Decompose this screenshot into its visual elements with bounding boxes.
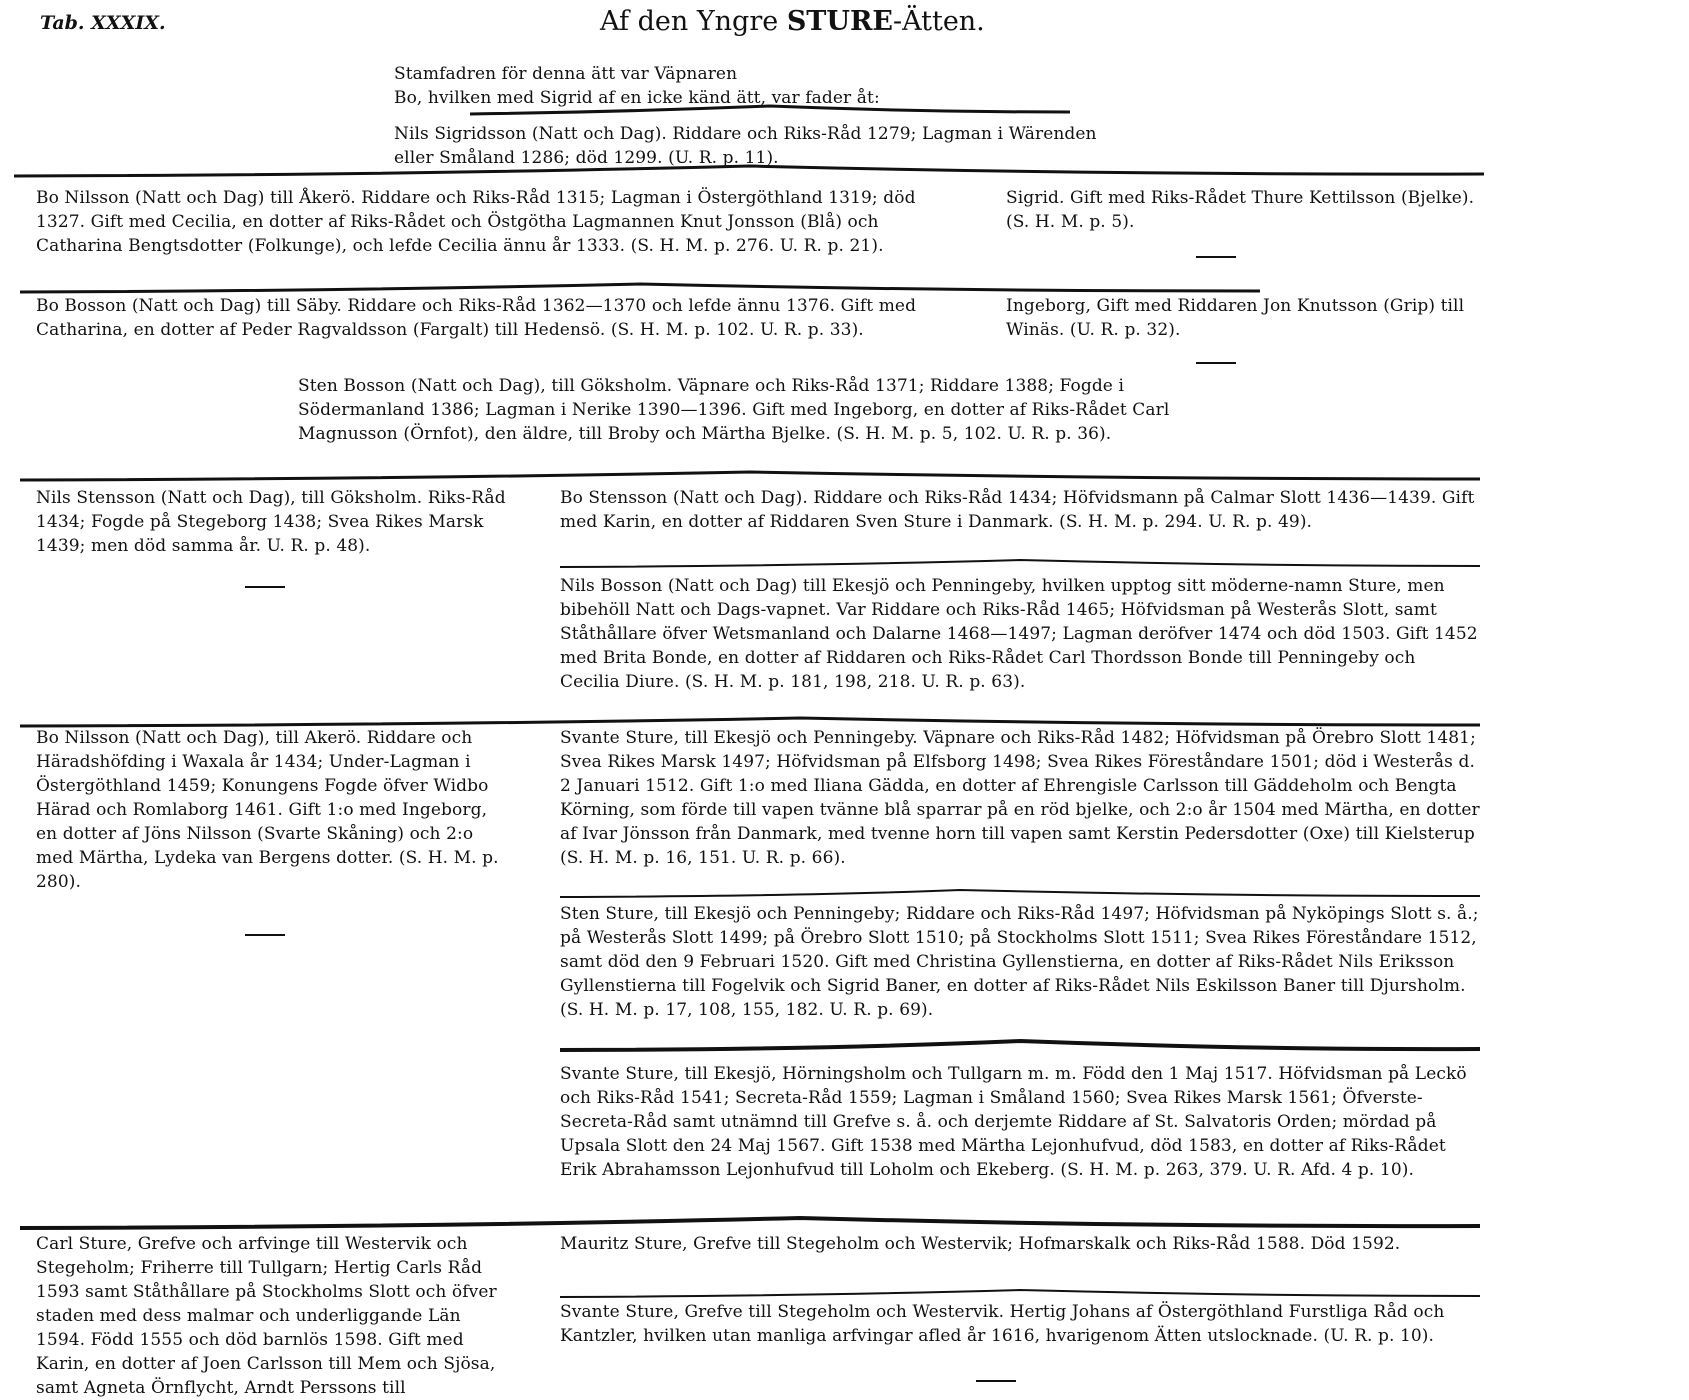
brace-divider xyxy=(20,1216,1480,1232)
entry-carl-sture: Carl Sture, Grefve och arfvinge till Westervik och Stegeholm; Friherre till Tullgarn; Hertig Carls Råd 1593 samt Ståthållare på Stockholms Slott och öfver staden med dess malmar och underliggande Län 1594. Född 1555 och död barnlös 1598. Gift med Karin, en dotter af Joen Carlsson till Mem och Sjösa, samt Agneta Örnflycht, Arndt Perssons till xyxy=(36,1234,497,1398)
entry-bo-stensson: Bo Stensson (Natt och Dag). Riddare och Riks-Råd 1434; Höfvidsmann på Calmar Slott 1436—1439. Gift med Karin, en dotter af Riddaren Sven Sture i Danmark. (S. H. M. p. 294. U. R. p. 49). xyxy=(560,488,1475,532)
entry-ingeborg: Ingeborg, Gift med Riddaren Jon Knutsson (Grip) till Winäs. (U. R. p. 32). xyxy=(1006,296,1465,340)
title-suffix: -Ätten. xyxy=(892,6,985,37)
short-rule xyxy=(1196,256,1236,258)
page-title xyxy=(600,6,985,37)
short-rule xyxy=(1196,362,1236,364)
table-number: Tab. XXXIX. xyxy=(40,12,166,34)
brace-divider xyxy=(20,470,1480,484)
short-rule xyxy=(245,586,285,588)
title-family-name: STURE xyxy=(786,6,893,37)
entry-svante-sture-1: Svante Sture, till Ekesjö och Penningeby. Väpnare och Riks-Råd 1482; Höfvidsman på Örebro Slott 1481; Svea Rikes Marsk 1497; Höfvidsman på Elfsborg 1498; Svea Rikes Föreståndare 1501; död i Westerås d. 2 Januari 1512. Gift 1:o med Iliana Gädda, en dotter af Ehrengisle Carlsson till Gäddeholm och Bengta Körning, som förde till vapen tvänne blå sparrar på en röd bjelke, och 2:o år 1504 med Märtha, en dotter af Ivar Jönsson från Danmark, med tvenne horn till vapen samt Kerstin Pedersdotter (Oxe) till Kielsterup (S. H. M. p. 16, 151. U. R. p. 66). xyxy=(560,728,1480,868)
brace-divider xyxy=(560,558,1480,570)
entry-nils-stensson: Nils Stensson (Natt och Dag), till Göksholm. Riks-Råd 1434; Fogde på Stegeborg 1438; Svea Rikes Marsk 1439; men död samma år. U. R. p. 48). xyxy=(36,488,506,556)
entry-bo-nilsson-1: Bo Nilsson (Natt och Dag) till Åkerö. Riddare och Riks-Råd 1315; Lagman i Östergöthland 1319; död 1327. Gift med Cecilia, en dotter af Riks-Rådet och Östgötha Lagmannen Knut Jonsson (Blå) och Catharina Bengtsdotter (Folkunge), och lefde Cecilia ännu år 1333. (S. H. M. p. 276. U. R. p. 21). xyxy=(36,188,916,256)
intro-line-1: Stamfadren för denna ätt var Väpnaren xyxy=(394,64,738,84)
entry-nils-bosson: Nils Bosson (Natt och Dag) till Ekesjö och Penningeby, hvilken upptog sitt möderne-namn Sture, men bibehöll Natt och Dags-vapnet. Var Riddare och Riks-Råd 1465; Höfvidsman på Westerås Slott, samt Ståthållare öfver Wetsmanland och Dalarne 1468—1497; Lagman deröfver 1474 och död 1503. Gift 1452 med Brita Bonde, en dotter af Riddaren och Riks-Rådet Carl Thordsson Bonde till Penningeby och Cecilia Diure. (S. H. M. p. 181, 198, 218. U. R. p. 63). xyxy=(560,576,1478,692)
short-rule xyxy=(245,934,285,936)
entry-sten-sture: Sten Sture, till Ekesjö och Penningeby; Riddare och Riks-Råd 1497; Höfvidsman på Nyköpings Slott s. å.; på Westerås Slott 1499; på Örebro Slott 1510; på Stockholms Slott 1511; Svea Rikes Föreståndare 1512, samt död den 9 Februari 1520. Gift med Christina Gyllenstierna, en dotter af Riks-Rådet Nils Eriksson Gyllenstierna till Fogelvik och Sigrid Baner, en dotter af Riks-Rådet Nils Eskilsson Baner till Djursholm. (S. H. M. p. 17, 108, 155, 182. U. R. p. 69). xyxy=(560,904,1479,1020)
entry-mauritz-sture: Mauritz Sture, Grefve till Stegeholm och Westervik; Hofmarskalk och Riks-Råd 1588. Död 1592. xyxy=(560,1234,1401,1254)
short-rule xyxy=(976,1380,1016,1382)
entry-svante-sture-3: Svante Sture, Grefve till Stegeholm och Westervik. Hertig Johans af Östergöthland Furstliga Råd och Kantzler, hvilken utan manliga arfvingar afled år 1616, hvarigenom Ätten utslocknade. (U. R. p. 10). xyxy=(560,1302,1445,1346)
entry-nils-sigridsson: Nils Sigridsson (Natt och Dag). Riddare och Riks-Råd 1279; Lagman i Wärenden eller Småland 1286; död 1299. (U. R. p. 11). xyxy=(394,124,1097,168)
entry-svante-sture-2: Svante Sture, till Ekesjö, Hörningsholm och Tullgarn m. m. Född den 1 Maj 1517. Höfvidsman på Leckö och Riks-Råd 1541; Secreta-Råd 1559; Lagman i Småland 1560; Svea Rikes Marsk 1561; Öfverste-Secreta-Råd samt utnämnd till Grefve s. å. och derjemte Riddare af St. Salvatoris Orden; mördad på Upsala Slott den 24 Maj 1567. Gift 1538 med Märtha Lejonhufvud, död 1583, en dotter af Riks-Rådet Erik Abrahamsson Lejonhufvud till Loholm och Ekeberg. (S. H. M. p. 263, 379. U. R. Afd. 4 p. 10). xyxy=(560,1064,1467,1180)
brace-divider xyxy=(14,164,1484,180)
brace-divider xyxy=(560,1288,1480,1300)
entry-bo-bosson: Bo Bosson (Natt och Dag) till Säby. Riddare och Riks-Råd 1362—1370 och lefde ännu 1376. Gift med Catharina, en dotter af Peder Ragvaldsson (Fargalt) till Hedensö. (S. H. M. p. 102. U. R. p. 33). xyxy=(36,296,917,340)
title-prefix: Af den Yngre xyxy=(600,6,787,37)
entry-sigrid: Sigrid. Gift med Riks-Rådet Thure Kettilsson (Bjelke). (S. H. M. p. 5). xyxy=(1006,188,1475,232)
entry-sten-bosson: Sten Bosson (Natt och Dag), till Göksholm. Väpnare och Riks-Råd 1371; Riddare 1388; Fogde i Södermanland 1386; Lagman i Nerike 1390—1396. Gift med Ingeborg, en dotter af Riks-Rådet Carl Magnusson (Örnfot), den äldre, till Broby och Märtha Bjelke. (S. H. M. p. 5, 102. U. R. p. 36). xyxy=(298,376,1170,444)
brace-divider xyxy=(560,1038,1480,1056)
entry-bo-nilsson-2: Bo Nilsson (Natt och Dag), till Akerö. Riddare och Häradshöfding i Waxala år 1434; Under-Lagman i Östergöthland 1459; Konungens Fogde öfver Widbo Härad och Romlaborg 1461. Gift 1:o med Ingeborg, en dotter af Jöns Nilsson (Svarte Skåning) och 2:o med Märtha, Lydeka van Bergens dotter. (S. H. M. p. 280). xyxy=(36,728,499,892)
brace-divider xyxy=(560,888,1480,900)
intro-text xyxy=(394,62,1034,110)
brace-divider xyxy=(470,104,1070,118)
intro-line-2: Bo, hvilken med Sigrid af en icke känd ätt, var fader åt: xyxy=(394,88,880,108)
